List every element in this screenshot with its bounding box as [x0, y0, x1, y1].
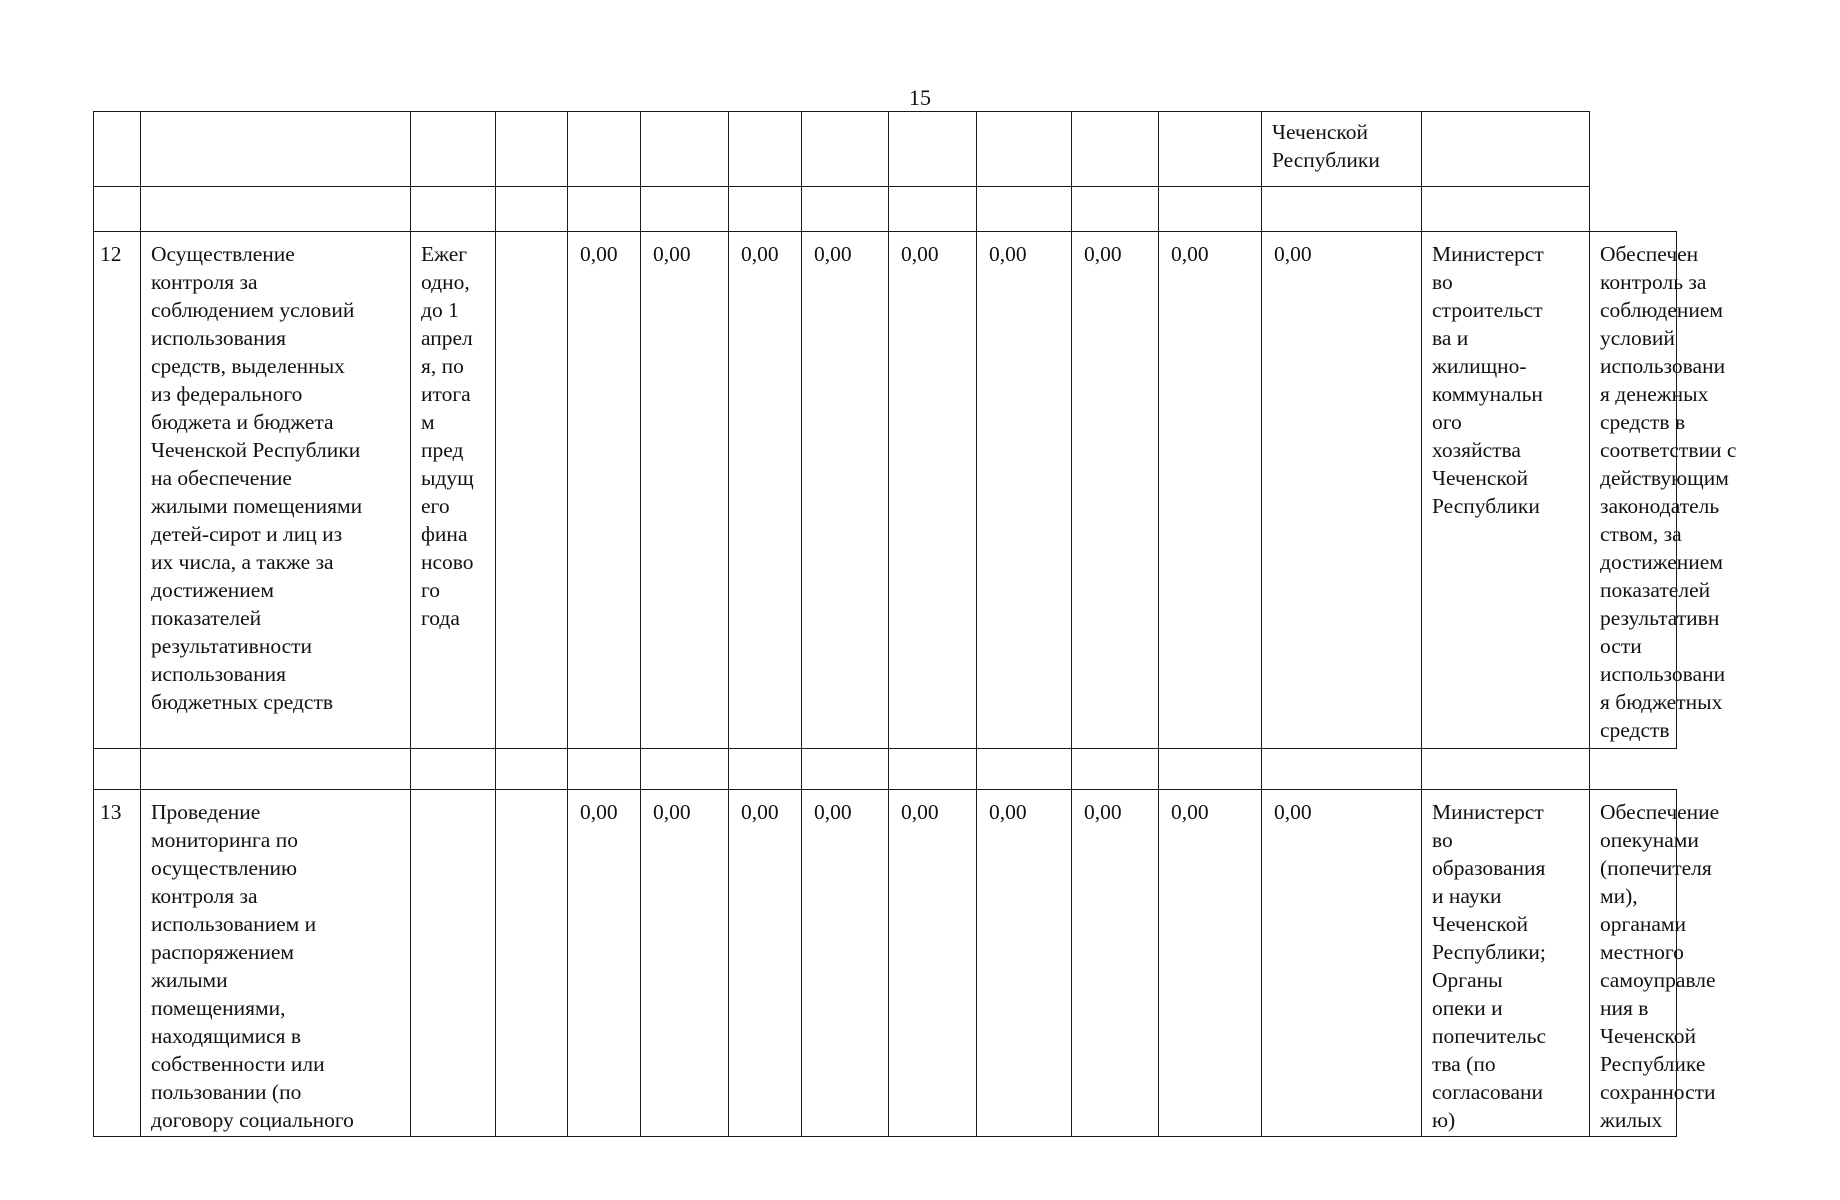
- text-line: пользовании (по: [151, 1080, 302, 1104]
- text-line: Проведение: [151, 800, 261, 824]
- text-line: соблюдением: [1600, 298, 1724, 322]
- text-line: ми),: [1600, 884, 1638, 908]
- text-line: результативности: [151, 634, 313, 658]
- text-line: соблюдением условий: [151, 298, 355, 322]
- text-line: использовани: [1600, 662, 1726, 686]
- text-line: Республики: [1272, 148, 1380, 172]
- cell-empty: [802, 187, 889, 232]
- cell-empty: [1159, 112, 1262, 187]
- text-line: использовани: [1600, 354, 1726, 378]
- text-line: достижением: [151, 578, 274, 602]
- activity-name-cell: [141, 790, 411, 1137]
- text-line: жилищно-: [1432, 354, 1527, 378]
- cell-empty: [729, 749, 802, 790]
- text-line: находящимися в: [151, 1024, 302, 1048]
- cell-empty: [1159, 187, 1262, 232]
- cell-empty: [889, 749, 977, 790]
- text-line: условий: [1600, 326, 1675, 350]
- text-line: органами: [1600, 912, 1687, 936]
- text-line: нсово: [421, 550, 474, 574]
- cell-empty: [1159, 749, 1262, 790]
- cell-empty: [802, 749, 889, 790]
- text-line: я бюджетных: [1600, 690, 1723, 714]
- cell-empty: [568, 112, 641, 187]
- text-line: Осуществление: [151, 242, 295, 266]
- cell-empty: [411, 749, 496, 790]
- text-line: во: [1432, 270, 1453, 294]
- source-cell: [496, 790, 568, 1137]
- cell-empty: [141, 187, 411, 232]
- text-line: самоуправле: [1600, 968, 1716, 992]
- value-cell: 0,00: [1262, 232, 1422, 749]
- text-line: во: [1432, 828, 1453, 852]
- text-line: ого: [1432, 410, 1462, 434]
- text-line: строительст: [1432, 298, 1543, 322]
- text-line: образования: [1432, 856, 1546, 880]
- text-line: мониторинга по: [151, 828, 298, 852]
- cell-empty: [1072, 187, 1159, 232]
- cell-empty: [729, 112, 802, 187]
- text-line: года: [421, 606, 460, 630]
- cell-empty: [1422, 749, 1590, 790]
- value-cell: 0,00: [977, 232, 1072, 749]
- executor-cell: [1422, 232, 1590, 749]
- cell-empty: [568, 749, 641, 790]
- value-cell: 0,00: [729, 790, 802, 1137]
- text-line: опекунами: [1600, 828, 1699, 852]
- value-cell: 0,00: [568, 790, 641, 1137]
- value-cell: 0,00: [641, 790, 729, 1137]
- text-line: я денежных: [1600, 382, 1709, 406]
- text-line: соответствии с: [1600, 438, 1737, 462]
- text-line: Республики: [1432, 494, 1540, 518]
- cell-empty: [729, 187, 802, 232]
- text-line: Чеченской: [1600, 1024, 1696, 1048]
- cell-empty: [141, 749, 411, 790]
- text-line: действующим: [1600, 466, 1729, 490]
- value-cell: 0,00: [1159, 232, 1262, 749]
- cell-empty: [496, 112, 568, 187]
- text-line: м: [421, 410, 435, 434]
- cell-empty: [411, 112, 496, 187]
- program-table: [93, 111, 1737, 1137]
- cell-empty: [977, 112, 1072, 187]
- text-line: Республике: [1600, 1052, 1706, 1076]
- cell-empty: [641, 187, 729, 232]
- text-line: ва и: [1432, 326, 1469, 350]
- cell-empty: [1072, 749, 1159, 790]
- text-line: использования: [151, 326, 286, 350]
- text-line: Министерст: [1432, 800, 1544, 824]
- cell-empty: [1422, 187, 1590, 232]
- text-line: помещениями,: [151, 996, 286, 1020]
- text-line: тва (по: [1432, 1052, 1496, 1076]
- value-cell: 0,00: [568, 232, 641, 749]
- text-line: средств: [1600, 718, 1670, 742]
- text-line: использованием и: [151, 912, 317, 936]
- value-cell: 0,00: [889, 232, 977, 749]
- text-line: распоряжением: [151, 940, 295, 964]
- cell-empty: [641, 749, 729, 790]
- text-line: жилыми: [151, 968, 228, 992]
- text-line: ю): [1432, 1108, 1456, 1132]
- period-cell: [411, 232, 496, 749]
- text-line: детей-сирот и лиц из: [151, 522, 343, 546]
- text-line: бюджета и бюджета: [151, 410, 334, 434]
- text-line: показателей: [1600, 578, 1711, 602]
- cell-empty: [889, 112, 977, 187]
- value-cell: 0,00: [1262, 790, 1422, 1137]
- text-line: сохранности: [1600, 1080, 1716, 1104]
- table-row: [94, 790, 1677, 1137]
- cell-empty: [802, 112, 889, 187]
- cell-empty: [977, 749, 1072, 790]
- value-cell: 0,00: [641, 232, 729, 749]
- cell-empty: [94, 749, 141, 790]
- text-line: договору социального: [151, 1108, 354, 1132]
- text-line: показателей: [151, 606, 262, 630]
- text-line: Чеченской: [1272, 120, 1368, 144]
- cell-empty: [1262, 749, 1422, 790]
- text-line: до 1: [421, 298, 459, 322]
- cell-empty: [889, 187, 977, 232]
- text-line: Ежег: [421, 242, 468, 266]
- cell-empty: [1072, 112, 1159, 187]
- text-line: Министерст: [1432, 242, 1544, 266]
- text-line: Республики;: [1432, 940, 1546, 964]
- text-line: ости: [1600, 634, 1642, 658]
- value-cell: 0,00: [1159, 790, 1262, 1137]
- result-cell: [1590, 232, 1737, 749]
- result-cell: [1590, 790, 1720, 1137]
- text-line: на обеспечение: [151, 466, 292, 490]
- cell-empty: [94, 187, 141, 232]
- row-number: 12: [94, 232, 141, 749]
- source-cell: [496, 232, 568, 749]
- text-line: контроля за: [151, 884, 258, 908]
- text-line: законодатель: [1600, 494, 1720, 518]
- text-line: го: [421, 578, 441, 602]
- text-line: одно,: [421, 270, 470, 294]
- cell-empty: [496, 749, 568, 790]
- text-line: достижением: [1600, 550, 1723, 574]
- page-number: 15: [909, 85, 931, 110]
- executor-cell: [1262, 112, 1422, 187]
- text-line: контроля за: [151, 270, 258, 294]
- text-line: Обеспечение: [1600, 800, 1720, 824]
- cell-empty: [411, 187, 496, 232]
- text-line: местного: [1600, 940, 1684, 964]
- text-line: использования: [151, 662, 286, 686]
- text-line: жилых: [1600, 1108, 1663, 1132]
- spacer-row: [94, 187, 1677, 232]
- text-line: апрел: [421, 326, 473, 350]
- cell-empty: [568, 187, 641, 232]
- text-line: (попечителя: [1600, 856, 1712, 880]
- value-cell: 0,00: [977, 790, 1072, 1137]
- text-line: ыдущ: [421, 466, 474, 490]
- value-cell: 0,00: [802, 232, 889, 749]
- text-line: контроль за: [1600, 270, 1707, 294]
- text-line: Органы: [1432, 968, 1503, 992]
- text-line: согласовани: [1432, 1080, 1544, 1104]
- text-line: ством, за: [1600, 522, 1682, 546]
- text-line: ния в: [1600, 996, 1649, 1020]
- value-cell: 0,00: [889, 790, 977, 1137]
- cell-empty: [141, 112, 411, 187]
- cell-empty: [641, 112, 729, 187]
- executor-cell: [1422, 790, 1590, 1137]
- text-line: я, по: [421, 354, 464, 378]
- cell-empty: [1422, 112, 1590, 187]
- period-cell: [411, 790, 496, 1137]
- activity-name-cell: [141, 232, 411, 749]
- text-line: Чеченской Республики: [151, 438, 361, 462]
- text-line: бюджетных средств: [151, 690, 334, 714]
- spacer-row: [94, 749, 1677, 790]
- text-line: средств, выделенных: [151, 354, 345, 378]
- text-line: и науки: [1432, 884, 1502, 908]
- text-line: пред: [421, 438, 464, 462]
- value-cell: 0,00: [729, 232, 802, 749]
- value-cell: 0,00: [1072, 232, 1159, 749]
- text-line: жилыми помещениями: [151, 494, 363, 518]
- text-line: результативн: [1600, 606, 1720, 630]
- value-cell: 0,00: [1072, 790, 1159, 1137]
- text-line: средств в: [1600, 410, 1686, 434]
- text-line: его: [421, 494, 450, 518]
- text-line: коммунальн: [1432, 382, 1543, 406]
- text-line: итога: [421, 382, 471, 406]
- cell-empty: [496, 187, 568, 232]
- text-line: собственности или: [151, 1052, 325, 1076]
- text-line: хозяйства: [1432, 438, 1521, 462]
- row-number: 13: [94, 790, 141, 1137]
- text-line: их числа, а также за: [151, 550, 334, 574]
- cell-empty: [94, 112, 141, 187]
- text-line: из федерального: [151, 382, 303, 406]
- text-line: Обеспечен: [1600, 242, 1699, 266]
- text-line: осуществлению: [151, 856, 298, 880]
- cell-empty: [977, 187, 1072, 232]
- continuation-row: [94, 112, 1677, 187]
- cell-empty: [1262, 187, 1422, 232]
- table-row: [94, 232, 1677, 749]
- text-line: попечительс: [1432, 1024, 1547, 1048]
- text-line: фина: [421, 522, 468, 546]
- value-cell: 0,00: [802, 790, 889, 1137]
- text-line: Чеченской: [1432, 912, 1528, 936]
- text-line: опеки и: [1432, 996, 1503, 1020]
- text-line: Чеченской: [1432, 466, 1528, 490]
